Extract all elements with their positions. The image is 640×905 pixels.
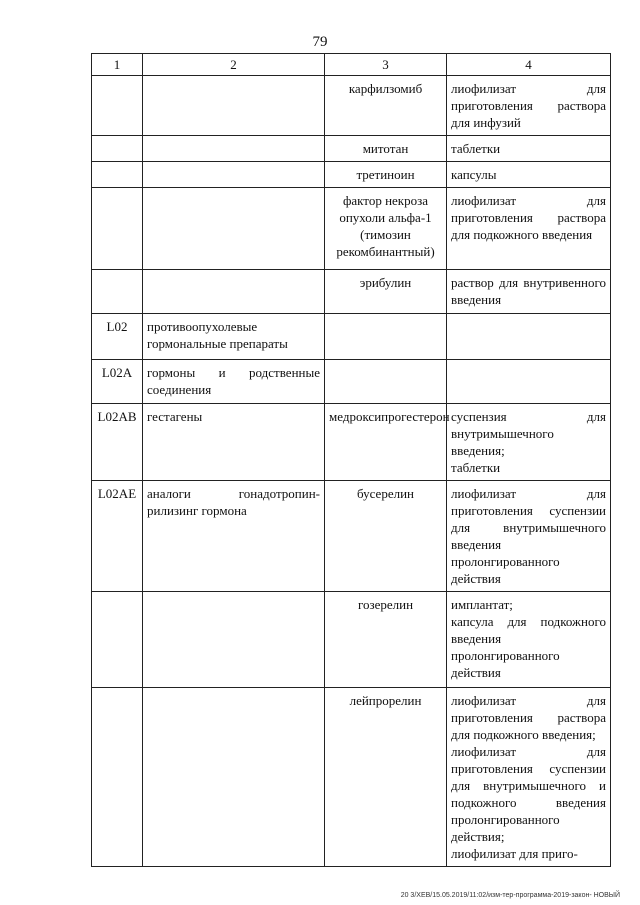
table-row bbox=[92, 314, 611, 360]
cell-code: L02A bbox=[92, 360, 143, 404]
cell-code: L02 bbox=[92, 314, 143, 360]
column-header-1: 1 bbox=[92, 54, 143, 76]
cell-form: суспензия для внутримышечного введения; таблетки bbox=[447, 404, 611, 481]
cell-form: таблетки bbox=[447, 136, 611, 162]
table-row bbox=[92, 270, 611, 314]
cell-code bbox=[92, 188, 143, 270]
cell-drug: третиноин bbox=[325, 162, 447, 188]
cell-group: аналоги гонадотропин-рилизинг гормона bbox=[143, 481, 325, 592]
cell-code: L02AB bbox=[92, 404, 143, 481]
cell-group: гестагены bbox=[143, 404, 325, 481]
column-header-2: 2 bbox=[143, 54, 325, 76]
column-header-3: 3 bbox=[325, 54, 447, 76]
cell-form: лиофилизат для приготовления суспензии для внутримышечного введения пролонгированного действия bbox=[447, 481, 611, 592]
cell-drug: эрибулин bbox=[325, 270, 447, 314]
drug-table bbox=[91, 53, 611, 867]
cell-form: лиофилизат для приготовления раствора для инфузий bbox=[447, 76, 611, 136]
cell-drug bbox=[325, 314, 447, 360]
table-row bbox=[92, 76, 611, 136]
cell-group bbox=[143, 188, 325, 270]
document-footer: 20 3/ХЕВ/15.05.2019/11:02/изм-тер-программа-2019-закон- НОВЫЙ bbox=[400, 892, 620, 899]
table-row bbox=[92, 481, 611, 592]
page-number: 79 bbox=[312, 34, 328, 50]
table-row bbox=[92, 592, 611, 688]
cell-drug: фактор некроза опухоли альфа-1 (тимозин рекомбинантный) bbox=[325, 188, 447, 270]
cell-drug: бусерелин bbox=[325, 481, 447, 592]
cell-group bbox=[143, 162, 325, 188]
cell-group: противоопухолевые гормональные препараты bbox=[143, 314, 325, 360]
cell-form: имплантат; капсула для подкожного введения пролонгированного действия bbox=[447, 592, 611, 688]
cell-drug: гозерелин bbox=[325, 592, 447, 688]
cell-group: гормоны и родственные соединения bbox=[143, 360, 325, 404]
table-row bbox=[92, 404, 611, 481]
cell-code bbox=[92, 76, 143, 136]
cell-form: лиофилизат для приготовления раствора для подкожного введения bbox=[447, 188, 611, 270]
cell-code bbox=[92, 162, 143, 188]
cell-form bbox=[447, 314, 611, 360]
cell-code bbox=[92, 688, 143, 867]
cell-code bbox=[92, 592, 143, 688]
cell-form: лиофилизат для приготовления раствора для подкожного введения; лиофилизат для приготовления суспензии для внутримышечного и подкожного введения пролонгированного действия; лиофилизат для приго- bbox=[447, 688, 611, 867]
cell-group bbox=[143, 270, 325, 314]
table-row bbox=[92, 162, 611, 188]
cell-code: L02AE bbox=[92, 481, 143, 592]
table-row bbox=[92, 688, 611, 867]
table-header-row bbox=[92, 54, 611, 76]
cell-drug bbox=[325, 360, 447, 404]
cell-drug: карфилзомиб bbox=[325, 76, 447, 136]
cell-group bbox=[143, 592, 325, 688]
cell-drug: митотан bbox=[325, 136, 447, 162]
cell-form bbox=[447, 360, 611, 404]
cell-form: раствор для внутривенного введения bbox=[447, 270, 611, 314]
cell-drug: лейпрорелин bbox=[325, 688, 447, 867]
column-header-4: 4 bbox=[447, 54, 611, 76]
cell-code bbox=[92, 270, 143, 314]
cell-group bbox=[143, 688, 325, 867]
table-row bbox=[92, 188, 611, 270]
cell-group bbox=[143, 76, 325, 136]
cell-code bbox=[92, 136, 143, 162]
cell-form: капсулы bbox=[447, 162, 611, 188]
cell-drug: медроксипрогестерон bbox=[325, 404, 447, 481]
table-row bbox=[92, 360, 611, 404]
table-body bbox=[92, 54, 611, 867]
cell-group bbox=[143, 136, 325, 162]
table-row bbox=[92, 136, 611, 162]
